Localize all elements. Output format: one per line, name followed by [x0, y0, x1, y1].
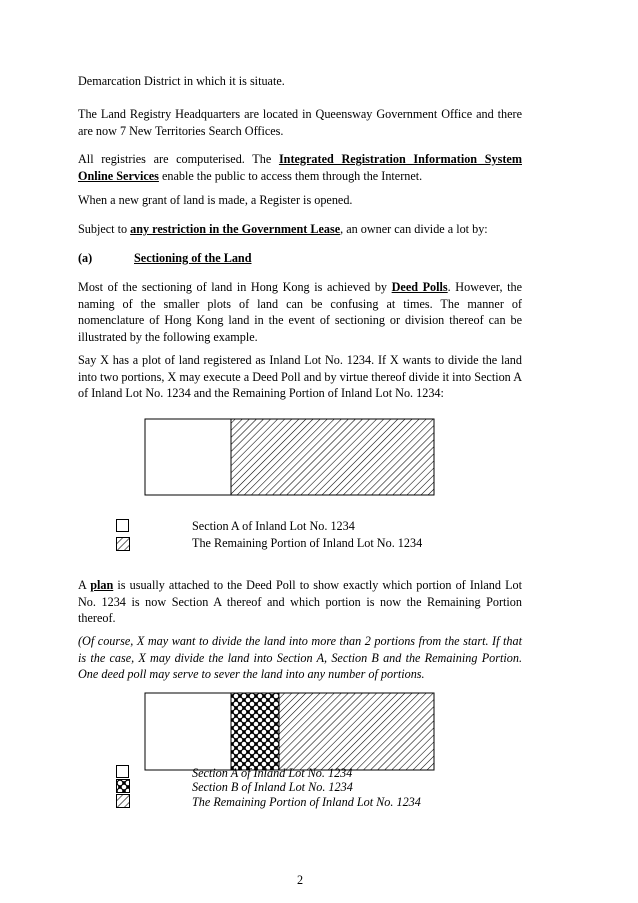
paragraph-text: A — [78, 578, 91, 592]
lot-diagram-two-portions — [144, 418, 436, 497]
legend2-label-remaining: The Remaining Portion of Inland Lot No. 1234 — [192, 795, 421, 809]
remaining-portion-area — [231, 419, 434, 495]
paragraph-text: Demarcation District in which it is situate. — [78, 74, 285, 88]
paragraph-text: enable the public to access them through the Internet. — [158, 168, 423, 183]
section-marker: (a) — [78, 251, 93, 265]
legend2-label-section-a: Section A of Inland Lot No. 1234 — [192, 766, 353, 780]
page-number: 2 — [296, 873, 304, 887]
paragraph-text: (Of course, X may want to divide the land into more than 2 portions from the start. If that is the case, X may divide the land into Section A, Section B and the Remaining Portion. One deed poll may serve to sever the land into any number of portions. — [78, 634, 522, 681]
legend2-swatch-remaining — [116, 794, 130, 808]
paragraph-text: Subject to — [78, 222, 131, 236]
legend2-label-section-b: Section B of Inland Lot No. 1234 — [192, 780, 353, 794]
section-a-area — [145, 419, 231, 495]
iris-online-services-link[interactable]: Integrated Registration Information System Online Services — [78, 152, 522, 183]
remaining-portion-area — [279, 693, 434, 770]
deed-polls-link[interactable]: Deed Polls — [391, 280, 448, 294]
paragraph-text: Most of the sectioning of land in Hong Kong is achieved by — [78, 280, 392, 294]
paragraph-plan — [78, 577, 522, 627]
section-b-area — [231, 693, 279, 770]
paragraph-text: The Land Registry Headquarters are located in Queensway Government Office and there are now 7 New Territories Search Offices. — [78, 107, 522, 138]
legend-swatch-remaining — [116, 537, 130, 551]
paragraph-text: All registries are computerised. The — [78, 152, 279, 166]
legend2-swatch-section-b — [116, 779, 130, 793]
government-lease-link[interactable]: any restriction in the Government Lease — [130, 222, 341, 236]
paragraph-text: Say X has a plot of land registered as Inland Lot No. 1234. If X wants to divide the land into two portions, X may execute a Deed Poll and by virtue thereof divide it into Section A of Inland Lot No. 1234 and the Remaining Portion of Inland Lot No. 1234: — [78, 353, 522, 400]
paragraph-of-course — [78, 633, 522, 683]
paragraph-text: When a new grant of land is made, a Register is opened. — [78, 193, 353, 207]
paragraph-new-grant — [78, 192, 522, 209]
legend2-swatch-section-a — [116, 765, 129, 778]
paragraph-subject-to — [78, 221, 522, 238]
section-a-area — [145, 693, 231, 770]
paragraph-sectioning — [78, 279, 522, 345]
paragraph-text: . However, the naming of the smaller plots of land can be confusing at times. The manner of nomenclature of Hong Kong land in the event of sectioning or division thereof can be illustrated by the following example. — [78, 280, 523, 344]
legend-label-section-a: Section A of Inland Lot No. 1234 — [192, 519, 355, 533]
paragraph-text: is usually attached to the Deed Poll to show exactly which portion of Inland Lot No. 1234 is now Section A thereof and which portion is now the Remaining Portion thereof. — [78, 578, 522, 625]
paragraph-example — [78, 352, 522, 402]
paragraph-land-registry — [78, 106, 522, 139]
lot-diagram-three-portions — [144, 692, 436, 772]
section-heading: Sectioning of the Land — [134, 251, 252, 265]
paragraph-text: , an owner can divide a lot by: — [340, 222, 488, 236]
legend-label-remaining: The Remaining Portion of Inland Lot No. 1234 — [192, 536, 423, 550]
paragraph-demarcation — [78, 73, 522, 90]
plan-link[interactable]: plan — [90, 578, 114, 592]
paragraph-registries — [78, 151, 522, 184]
legend-swatch-section-a — [116, 519, 129, 532]
